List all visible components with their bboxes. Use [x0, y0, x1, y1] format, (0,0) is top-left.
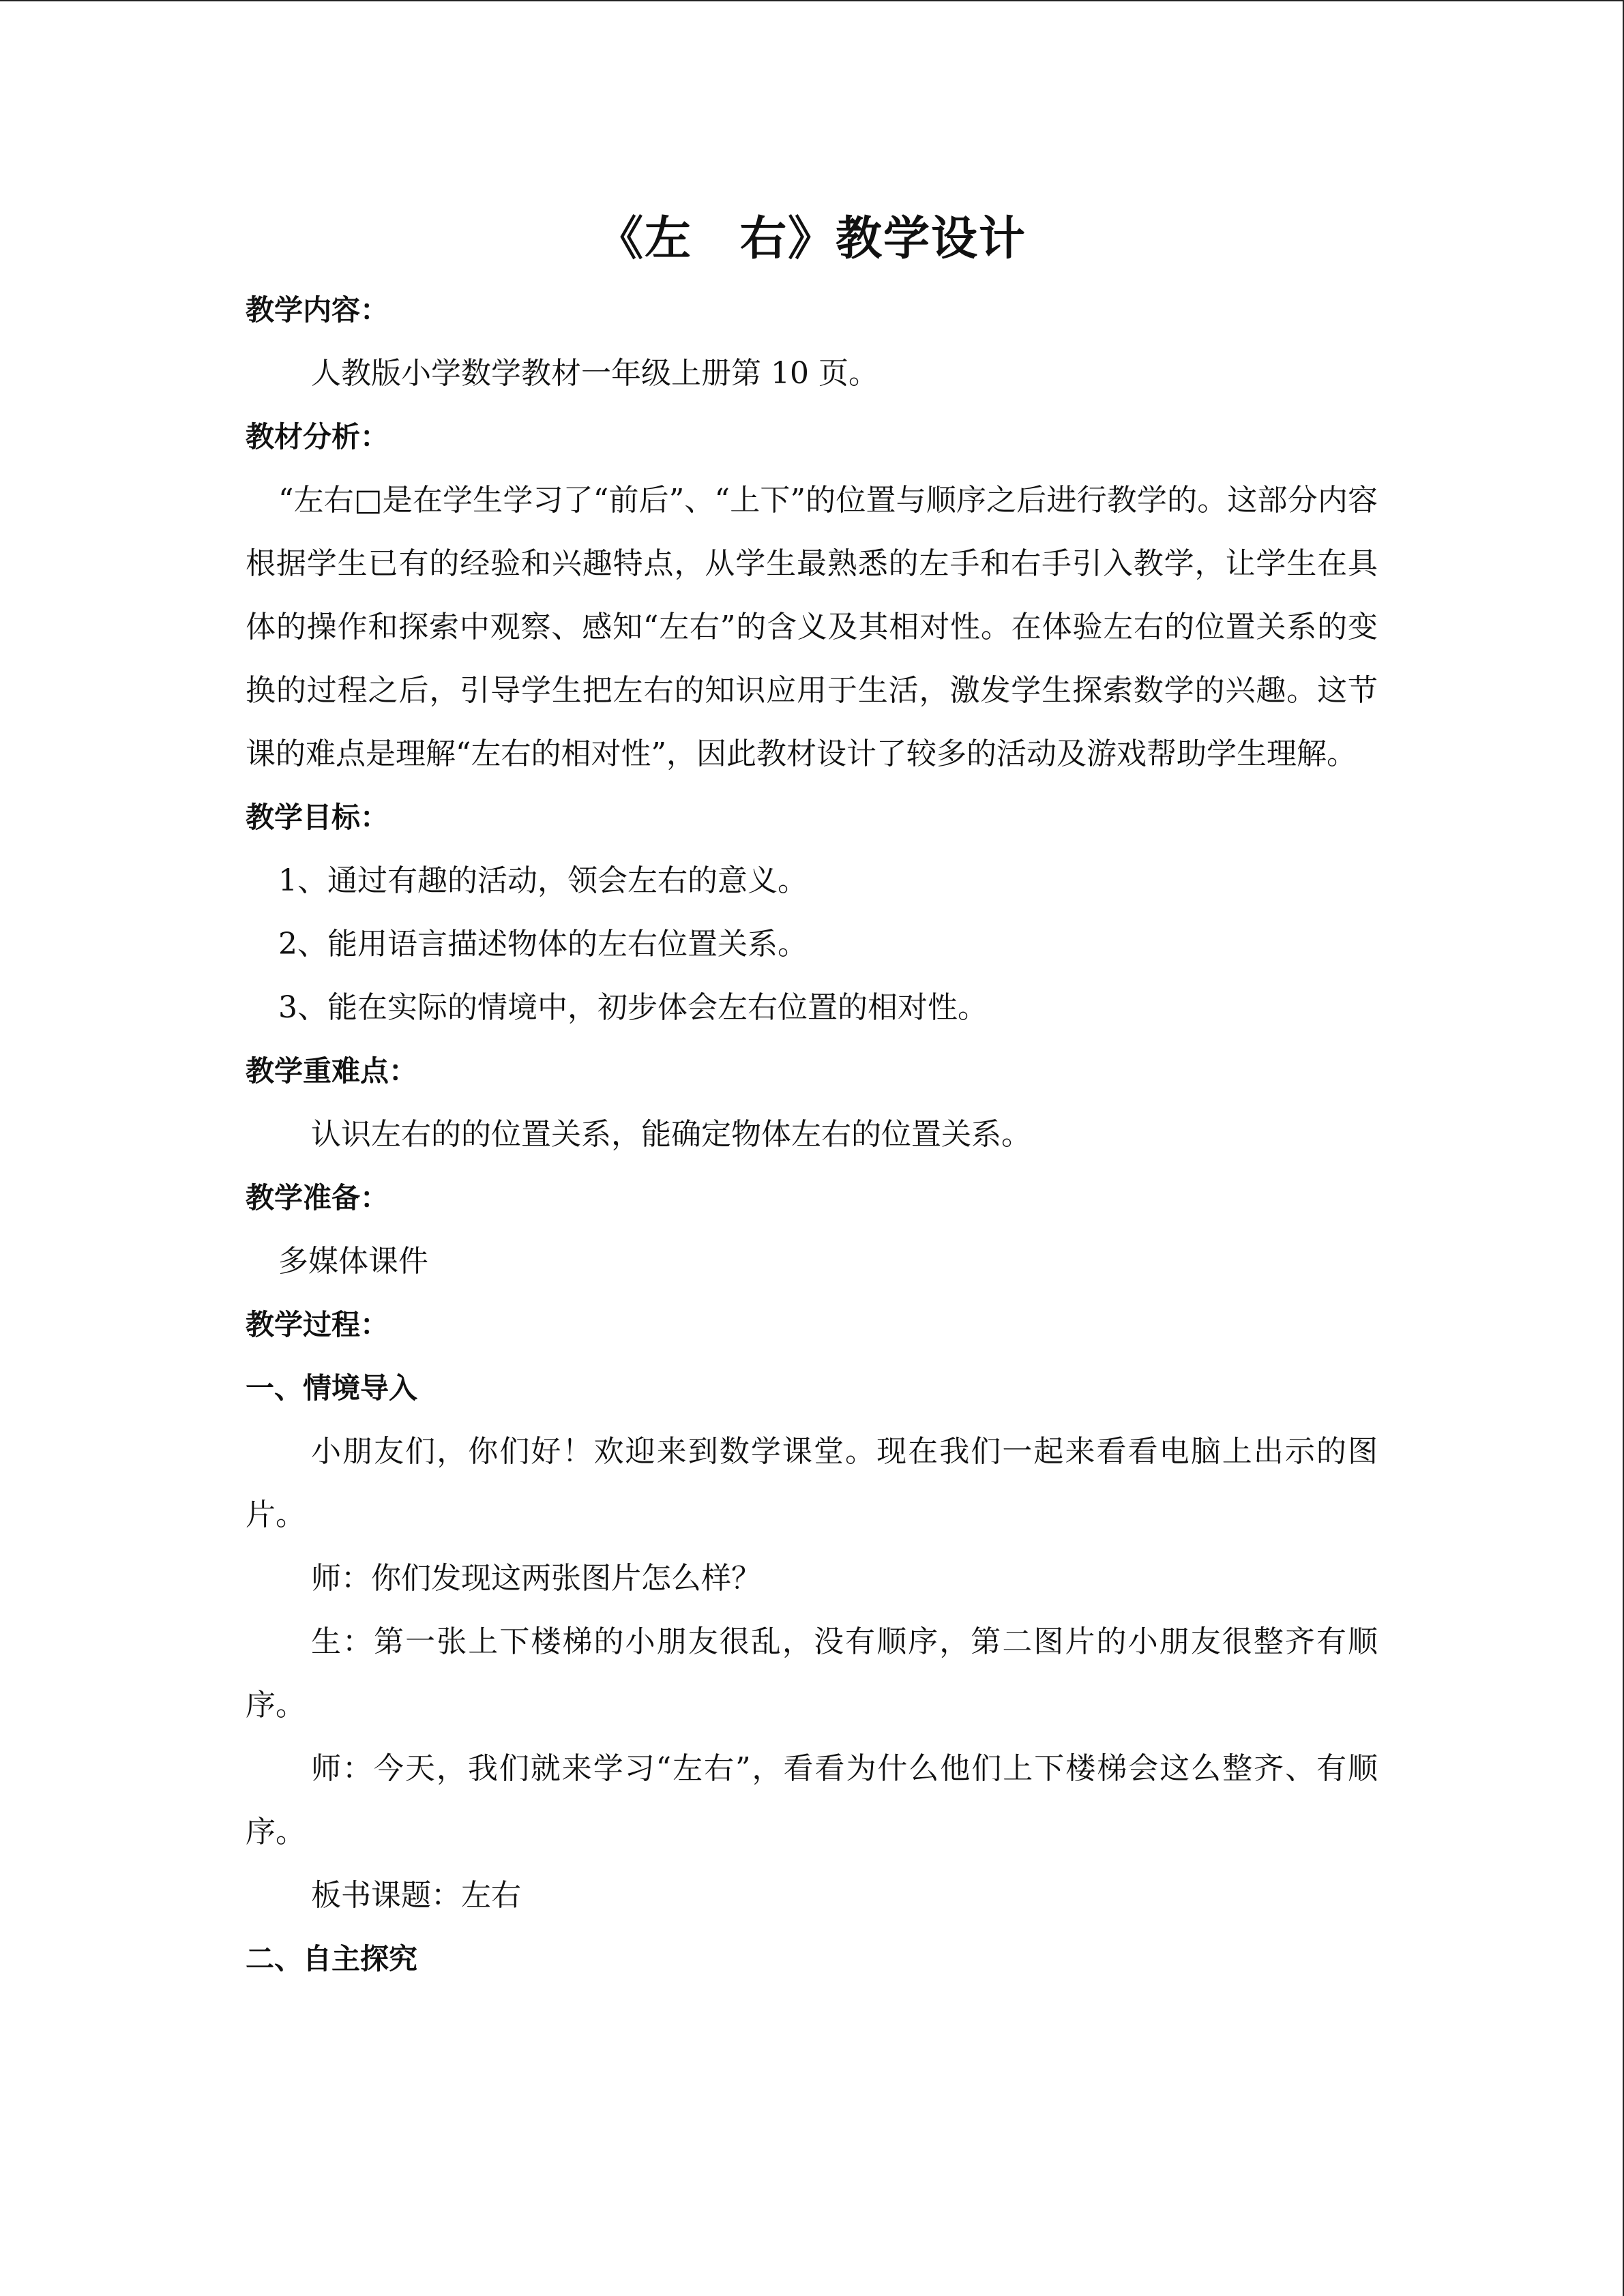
- goal-item: 2、能用语言描述物体的左右位置关系。: [278, 927, 808, 961]
- goal-item: 1、通过有趣的活动，领会左右的意义。: [278, 863, 808, 898]
- goals-list: [246, 849, 1378, 1039]
- part1-paragraph-5: 板书课题：左右: [311, 1878, 521, 1913]
- content-text: 人教版小学数学教材一年级上册第 10 页。: [311, 356, 879, 391]
- document-body: [246, 206, 1378, 1991]
- section-heading-goals: 教学目标：: [246, 801, 389, 834]
- section-heading-preparation: 教学准备：: [246, 1181, 389, 1214]
- goal-item: 3、能在实际的情境中，初步体会左右位置的相对性。: [278, 990, 988, 1025]
- part1-paragraph-1: 小朋友们，你们好！欢迎来到数学课堂。现在我们一起来看看电脑上出示的图片。: [246, 1434, 1378, 1532]
- section-heading-content: 教学内容：: [246, 293, 389, 327]
- key-points-text: 认识左右的的位置关系，能确定物体左右的位置关系。: [311, 1117, 1031, 1152]
- part2-heading: 二、自主探究: [246, 1942, 418, 1976]
- preparation-text: 多媒体课件: [278, 1244, 428, 1279]
- section-heading-process: 教学过程：: [246, 1308, 389, 1341]
- part1-paragraph-2: 师：你们发现这两张图片怎么样？: [311, 1561, 761, 1596]
- section-heading-analysis: 教材分析：: [246, 420, 389, 453]
- section-heading-key-points: 教学重难点：: [246, 1054, 418, 1088]
- part1-paragraph-3: 生：第一张上下楼梯的小朋友很乱，没有顺序，第二图片的小朋友很整齐有顺序。: [246, 1624, 1378, 1723]
- part1-paragraph-4: 师：今天，我们就来学习“左右”，看看为什么他们上下楼梯会这么整齐、有顺序。: [246, 1751, 1378, 1849]
- part1-heading: 一、情境导入: [246, 1371, 418, 1405]
- analysis-text: “左右□是在学生学习了“前后”、“上下”的位置与顺序之后进行教学的。这部分内容根据学生已有的经验和兴趣特点，从学生最熟悉的左手和右手引入教学，让学生在具体的操作和探索中观察、感知“左右”的含义及其相对性。在体验左右的位置关系的变换的过程之后，引导学生把左右的知识应用于生活，激发学生探索数学的兴趣。这节课的难点是理解“左右的相对性”，因此教材设计了较多的活动及游戏帮助学生理解。: [246, 483, 1378, 771]
- document-title: 《左 右》教学设计: [596, 211, 1027, 266]
